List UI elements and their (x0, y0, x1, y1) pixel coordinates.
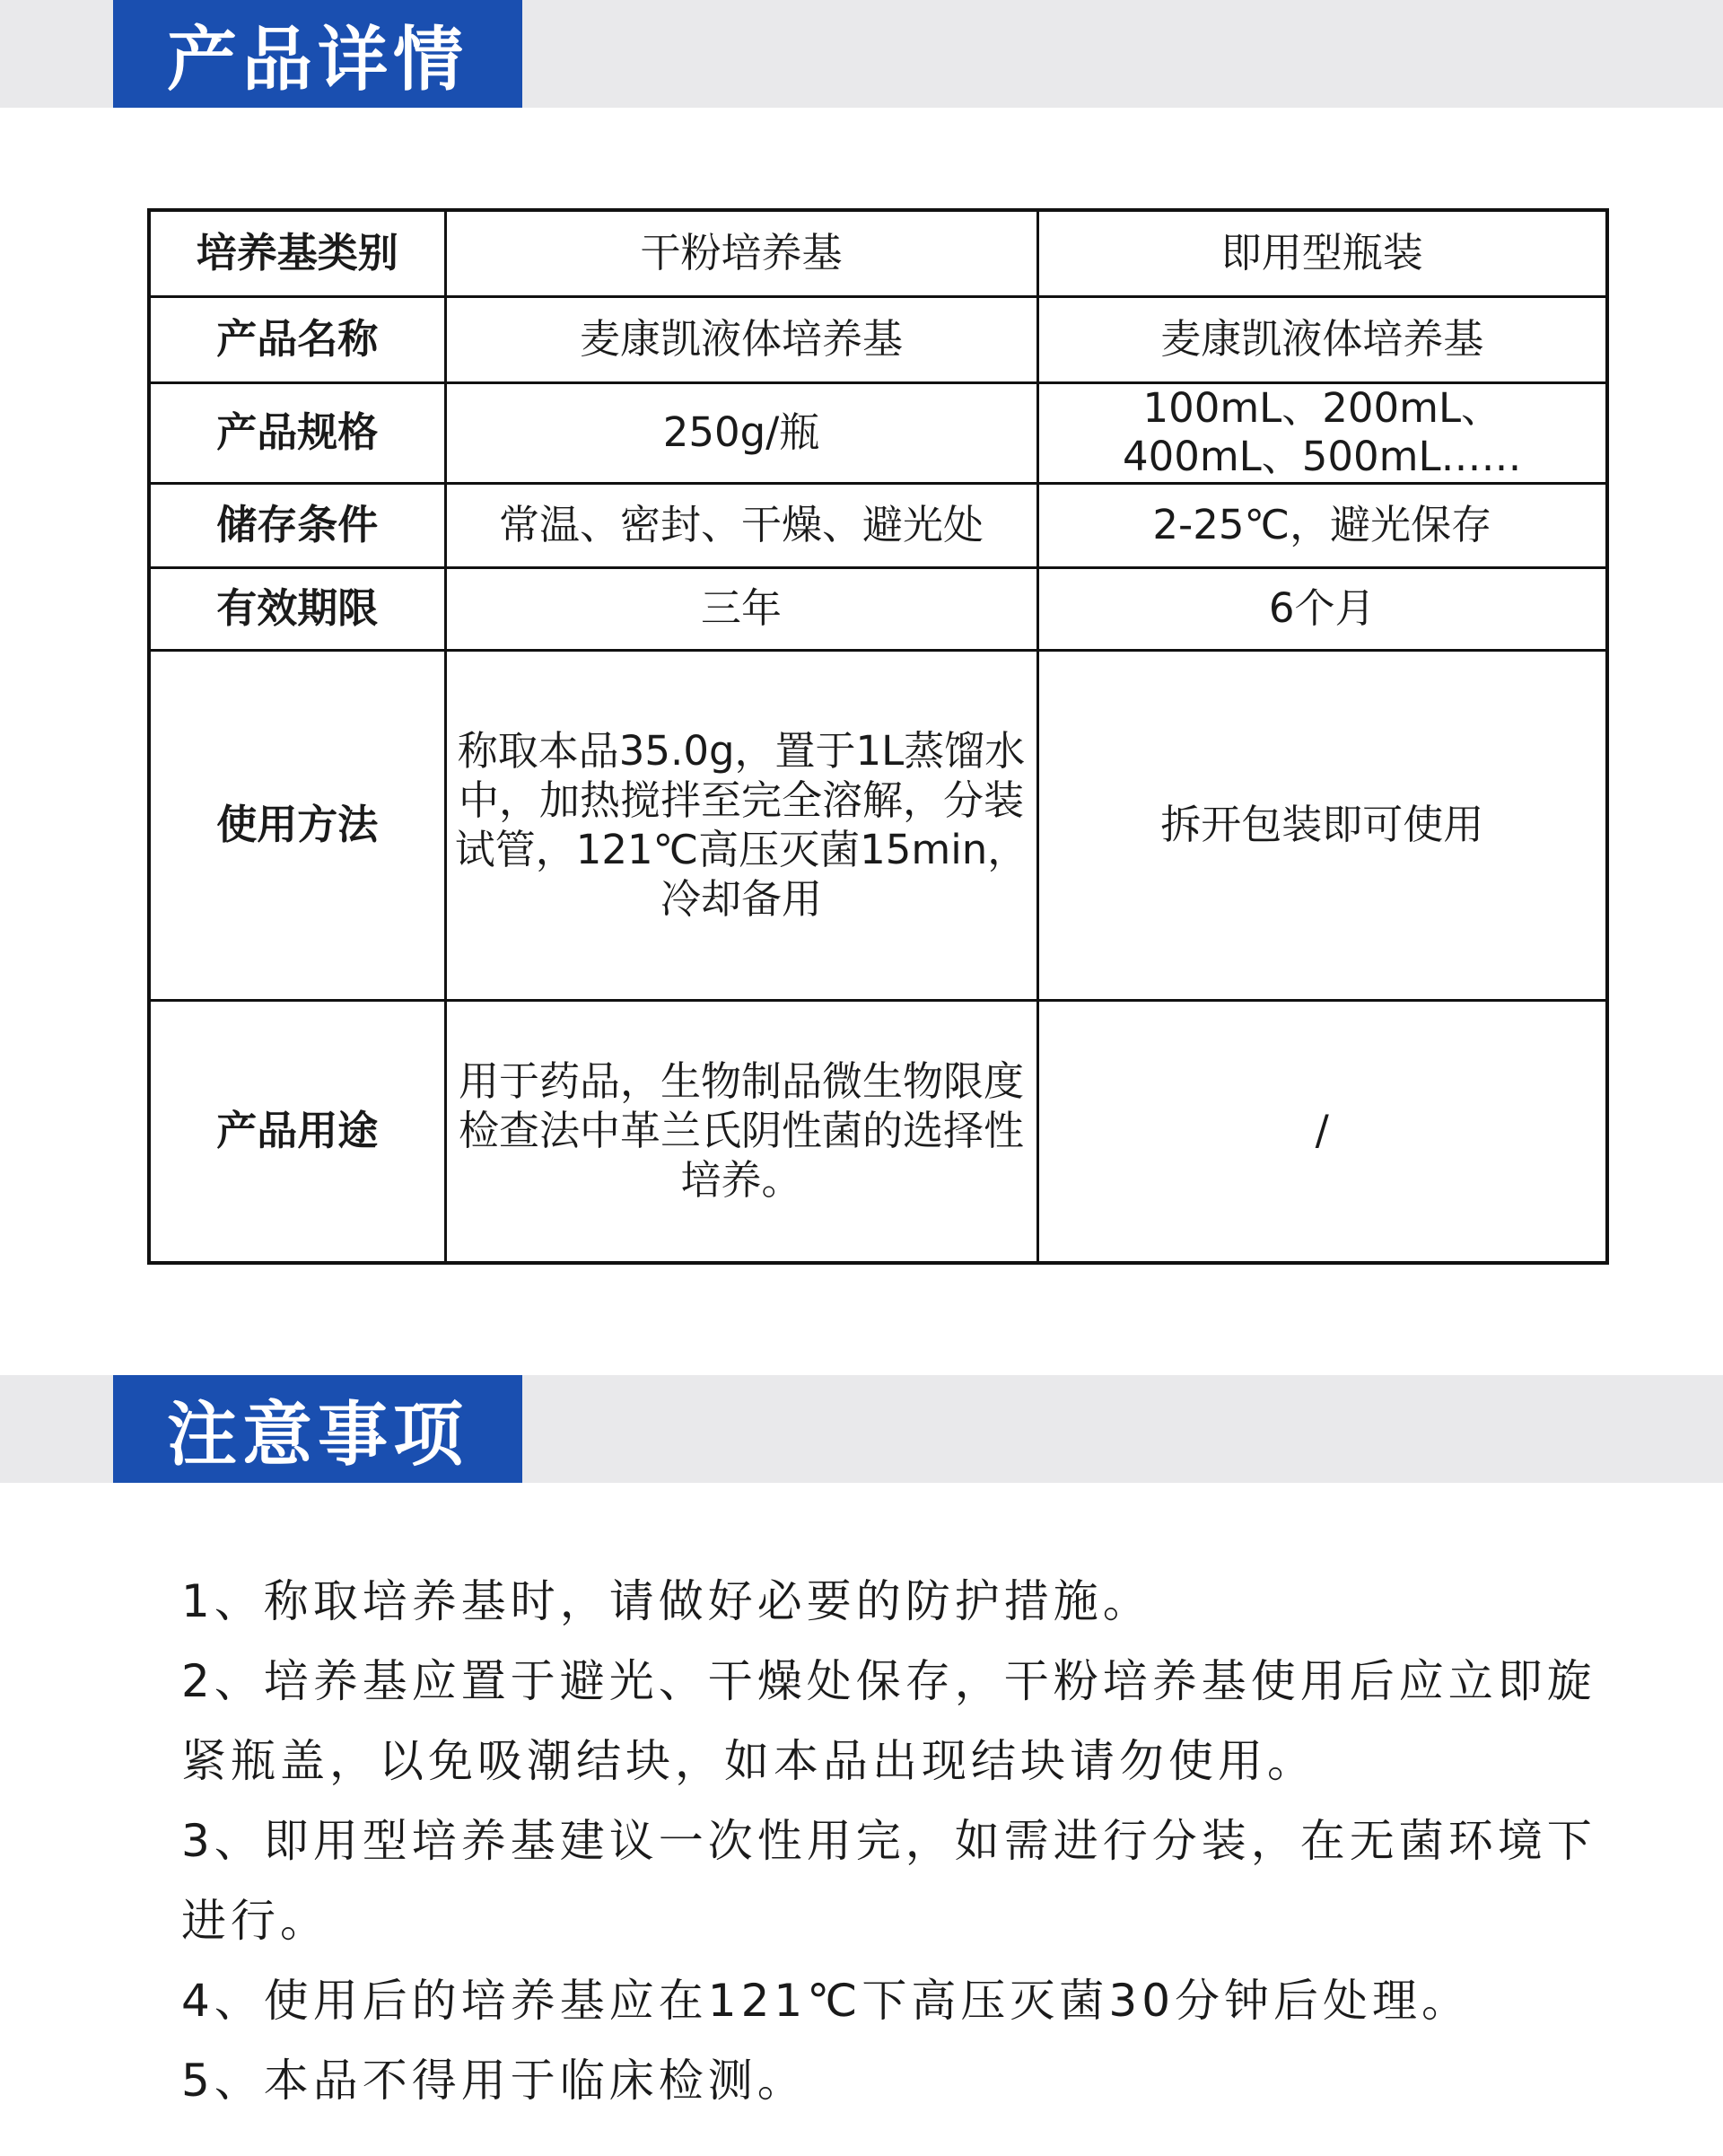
table-row (149, 484, 1607, 568)
cell-dry-powder: 麦康凯液体培养基 (445, 296, 1037, 382)
table-row (149, 210, 1607, 296)
notes-list (181, 1562, 1617, 2121)
cell-ready-to-use: 100mL、200mL、400mL、500mL…… (1037, 382, 1607, 484)
cell-ready-to-use: 6个月 (1037, 568, 1607, 651)
section-title-product-details: 产品详情 (113, 0, 522, 108)
section-title-notes: 注意事项 (113, 1375, 522, 1483)
note-item: 1、称取培养基时，请做好必要的防护措施。 (181, 1575, 1152, 1627)
note-item: 4、使用后的培养基应在121℃下高压灭菌30分钟后处理。 (181, 1975, 1472, 2027)
section-header-band (0, 0, 1723, 108)
table-row (149, 382, 1607, 484)
row-label: 产品名称 (149, 296, 445, 382)
table-row (149, 296, 1607, 382)
cell-ready-to-use: / (1037, 1001, 1607, 1263)
note-item: 3、即用型培养基建议一次性用完，如需进行分装，在无菌环境下进行。 (181, 1815, 1596, 1947)
row-label: 储存条件 (149, 484, 445, 568)
row-label: 产品用途 (149, 1001, 445, 1263)
table-row (149, 568, 1607, 651)
cell-dry-powder: 用于药品，生物制品微生物限度检查法中革兰氏阴性菌的选择性培养。 (445, 1001, 1037, 1263)
row-label: 产品规格 (149, 382, 445, 484)
cell-dry-powder: 常温、密封、干燥、避光处 (445, 484, 1037, 568)
row-label: 培养基类别 (149, 210, 445, 296)
cell-dry-powder: 称取本品35.0g，置于1L蒸馏水中，加热搅拌至完全溶解，分装试管，121℃高压灭菌15min，冷却备用 (445, 651, 1037, 1001)
cell-ready-to-use: 拆开包装即可使用 (1037, 651, 1607, 1001)
section-header-band (0, 1375, 1723, 1483)
note-item: 5、本品不得用于临床检测。 (181, 2055, 807, 2107)
cell-ready-to-use: 2-25℃，避光保存 (1037, 484, 1607, 568)
row-label: 使用方法 (149, 651, 445, 1001)
cell-dry-powder: 干粉培养基 (445, 210, 1037, 296)
table-row (149, 651, 1607, 1001)
row-label: 有效期限 (149, 568, 445, 651)
product-spec-table (147, 208, 1609, 1265)
note-item: 2、培养基应置于避光、干燥处保存，干粉培养基使用后应立即旋紧瓶盖，以免吸潮结块，如本品出现结块请勿使用。 (181, 1655, 1596, 1787)
cell-ready-to-use: 麦康凯液体培养基 (1037, 296, 1607, 382)
cell-ready-to-use: 即用型瓶装 (1037, 210, 1607, 296)
table-row (149, 1001, 1607, 1263)
cell-dry-powder: 三年 (445, 568, 1037, 651)
cell-dry-powder: 250g/瓶 (445, 382, 1037, 484)
